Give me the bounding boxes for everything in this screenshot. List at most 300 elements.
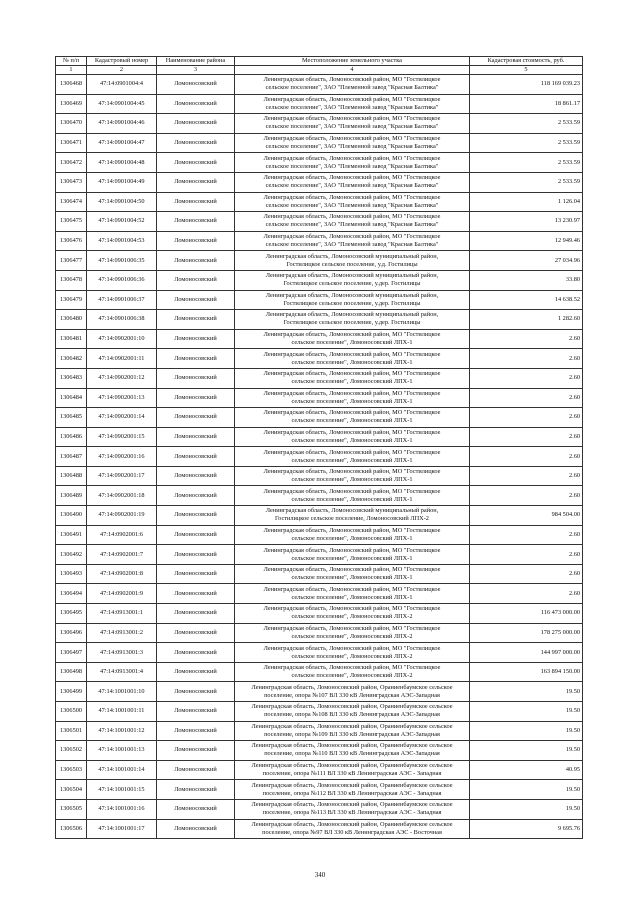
table-row (56, 760, 583, 780)
table-row (56, 662, 583, 682)
cadastral-number-cell: 47:14:0902001:12 (87, 368, 157, 388)
location-line: Ленинградская область, Ломоносовский район, МО "Гостилицкое (263, 95, 441, 103)
row-number-cell: 1306468 (56, 75, 87, 95)
location-line: Ленинградская область, Ломоносовский район, МО "Гостилицкое (263, 213, 441, 221)
cadastral-value-cell: 19.50 (470, 682, 583, 702)
cadastral-value-cell: 163 894 150.00 (470, 662, 583, 682)
location-cell (235, 329, 470, 349)
location-cell (235, 75, 470, 95)
location-cell (235, 212, 470, 232)
location-cell (235, 486, 470, 506)
location-line: поселение, опора №108 ВЛ 330 кВ Ленинградская АЭС-Западная (264, 711, 440, 719)
location-cell (235, 133, 470, 153)
district-cell: Ломоносовский (157, 192, 235, 212)
location-cell (235, 408, 470, 428)
location-line: сельское поселение", Ломоносовский ЛПХ-1 (291, 417, 413, 425)
table-row (56, 741, 583, 761)
district-cell: Ломоносовский (157, 525, 235, 545)
location-cell (235, 349, 470, 369)
table-row (56, 780, 583, 800)
location-cell (235, 388, 470, 408)
district-cell: Ломоносовский (157, 408, 235, 428)
location-line: Ленинградская область, Ломоносовский район, Ораниенбаумское сельское (251, 820, 453, 828)
table-row (56, 466, 583, 486)
location-line: Ленинградская область, Ломоносовский район, МО "Гостилицкое (263, 389, 441, 397)
location-line: сельское поселение", Ломоносовский ЛПХ-1 (291, 397, 413, 405)
location-cell (235, 231, 470, 251)
location-line: Ленинградская область, Ломоносовский район, МО "Гостилицкое (263, 331, 441, 339)
row-number-cell: 1306498 (56, 662, 87, 682)
district-cell: Ломоносовский (157, 486, 235, 506)
table-row (56, 212, 583, 232)
location-line: Ленинградская область, Ломоносовский район, МО "Гостилицкое (263, 644, 441, 652)
table-row (56, 525, 583, 545)
cadastral-number-cell: 47:14:1001001:14 (87, 760, 157, 780)
row-number-cell: 1306483 (56, 368, 87, 388)
cadastral-number-cell: 47:14:1001001:10 (87, 682, 157, 702)
cadastral-number-cell: 47:14:0902001:18 (87, 486, 157, 506)
table-row (56, 133, 583, 153)
table-row (56, 388, 583, 408)
cadastral-number-cell: 47:14:0901006:35 (87, 251, 157, 271)
cadastral-value-cell: 12 949.46 (470, 231, 583, 251)
location-cell (235, 192, 470, 212)
location-line: поселение, опора №110 ВЛ 330 кВ Ленинградская АЭС-Западная (264, 750, 440, 758)
table-row (56, 819, 583, 839)
location-line: сельское поселение", Ломоносовский ЛПХ-1 (291, 534, 413, 542)
column-number-cell: 4 (235, 66, 470, 75)
cadastral-number-cell: 47:14:1001001:12 (87, 721, 157, 741)
location-line: Ленинградская область, Ломоносовский район, МО "Гостилицкое (263, 448, 441, 456)
location-line: поселение, опора №109 ВЛ 330 кВ Ленинградская АЭС-Западная (264, 730, 440, 738)
location-line: Ленинградская область, Ломоносовский район, МО "Гостилицкое (263, 526, 441, 534)
location-cell (235, 584, 470, 604)
cadastral-value-cell: 116 473 000.00 (470, 604, 583, 624)
row-number-cell: 1306496 (56, 623, 87, 643)
cadastral-number-cell: 47:14:0901004:52 (87, 212, 157, 232)
location-line: Гостилицкое сельское поселение, у.дер. Гостилицы (283, 280, 421, 288)
district-cell: Ломоносовский (157, 427, 235, 447)
location-cell (235, 564, 470, 584)
row-number-cell: 1306499 (56, 682, 87, 702)
location-cell (235, 270, 470, 290)
table-row (56, 75, 583, 95)
cadastral-number-cell: 47:14:0902001:13 (87, 388, 157, 408)
table-row (56, 251, 583, 271)
location-line: Ленинградская область, Ломоносовский район, МО "Гостилицкое (263, 624, 441, 632)
location-cell (235, 662, 470, 682)
location-line: Ленинградская область, Ломоносовский район, Ораниенбаумское сельское (251, 801, 453, 809)
location-cell (235, 153, 470, 173)
row-number-cell: 1306469 (56, 94, 87, 114)
cadastral-number-cell: 47:14:0902001:6 (87, 525, 157, 545)
row-number-cell: 1306486 (56, 427, 87, 447)
location-cell (235, 251, 470, 271)
column-number-cell: 1 (56, 66, 87, 75)
district-cell: Ломоносовский (157, 702, 235, 722)
row-number-cell: 1306477 (56, 251, 87, 271)
cadastral-number-cell: 47:14:0902001:15 (87, 427, 157, 447)
location-line: Ленинградская область, Ломоносовский район, МО "Гостилицкое (263, 605, 441, 613)
cadastral-number-cell: 47:14:0902001:7 (87, 545, 157, 565)
table-row (56, 721, 583, 741)
district-cell: Ломоносовский (157, 780, 235, 800)
cadastral-value-cell: 2.60 (470, 486, 583, 506)
location-line: поселение, опора №107 ВЛ 330 кВ Ленинградская АЭС-Западная (264, 691, 440, 699)
location-cell (235, 643, 470, 663)
table-row (56, 643, 583, 663)
cadastral-value-cell: 14 638.52 (470, 290, 583, 310)
table-row (56, 447, 583, 467)
location-line: сельское поселение", Ломоносовский ЛПХ-1 (291, 593, 413, 601)
location-cell (235, 604, 470, 624)
cadastral-number-cell: 47:14:0913001:4 (87, 662, 157, 682)
location-line: Ленинградская область, Ломоносовский район, МО "Гостилицкое (263, 546, 441, 554)
row-number-cell: 1306478 (56, 270, 87, 290)
cadastral-value-cell: 33.80 (470, 270, 583, 290)
table-row (56, 192, 583, 212)
cadastral-number-cell: 47:14:0901006:36 (87, 270, 157, 290)
location-line: Ленинградская область, Ломоносовский район, Ораниенбаумское сельское (251, 781, 453, 789)
cadastral-number-cell: 47:14:1001001:16 (87, 799, 157, 819)
cadastral-value-cell: 2.60 (470, 329, 583, 349)
location-cell (235, 799, 470, 819)
location-line: Ленинградская область, Ломоносовский район, МО "Гостилицкое (263, 174, 441, 182)
district-cell: Ломоносовский (157, 388, 235, 408)
cadastral-value-cell: 2.60 (470, 408, 583, 428)
table-row (56, 270, 583, 290)
location-cell (235, 310, 470, 330)
district-cell: Ломоносовский (157, 270, 235, 290)
district-cell: Ломоносовский (157, 741, 235, 761)
location-line: сельское поселение", ЗАО "Племенной завод "Красная Балтика" (265, 221, 439, 229)
row-number-cell: 1306471 (56, 133, 87, 153)
cadastral-value-cell: 40.95 (470, 760, 583, 780)
cadastral-value-cell: 2.60 (470, 349, 583, 369)
district-cell: Ломоносовский (157, 760, 235, 780)
location-cell (235, 466, 470, 486)
cadastral-number-cell: 47:14:0913001:1 (87, 604, 157, 624)
district-cell: Ломоносовский (157, 231, 235, 251)
table-row (56, 702, 583, 722)
district-cell: Ломоносовский (157, 584, 235, 604)
table-row (56, 408, 583, 428)
location-line: сельское поселение", Ломоносовский ЛПХ-1 (291, 378, 413, 386)
cadastral-number-cell: 47:14:1001001:13 (87, 741, 157, 761)
header-cell-cadastral-number: Кадастровый номер (87, 57, 157, 66)
district-cell: Ломоносовский (157, 819, 235, 839)
district-cell: Ломоносовский (157, 604, 235, 624)
row-number-cell: 1306479 (56, 290, 87, 310)
location-line: Ленинградская область, Ломоносовский муниципальный район, (265, 291, 439, 299)
table-row (56, 172, 583, 192)
location-line: Гостилицкое сельское поселение, Ломоносовский ЛПХ-2 (275, 515, 429, 523)
row-number-cell: 1306492 (56, 545, 87, 565)
cadastral-value-cell: 118 169 039.23 (470, 75, 583, 95)
header-cell-district: Наименование района (157, 57, 235, 66)
cadastral-number-cell: 47:14:0902001:14 (87, 408, 157, 428)
district-cell: Ломоносовский (157, 368, 235, 388)
cadastral-value-cell: 2.60 (470, 466, 583, 486)
location-line: Ленинградская область, Ломоносовский район, Ораниенбаумское сельское (251, 742, 453, 750)
row-number-cell: 1306494 (56, 584, 87, 604)
district-cell: Ломоносовский (157, 94, 235, 114)
row-number-cell: 1306472 (56, 153, 87, 173)
cadastral-number-cell: 47:14:0902001:10 (87, 329, 157, 349)
location-cell (235, 427, 470, 447)
row-number-cell: 1306476 (56, 231, 87, 251)
table-body (56, 75, 583, 839)
table-row (56, 290, 583, 310)
location-line: Ленинградская область, Ломоносовский район, МО "Гостилицкое (263, 193, 441, 201)
location-line: сельское поселение", ЗАО "Племенной завод "Красная Балтика" (265, 103, 439, 111)
cadastral-number-cell: 47:14:0901004:4 (87, 75, 157, 95)
location-line: Ленинградская область, Ломоносовский район, МО "Гостилицкое (263, 468, 441, 476)
cadastral-value-cell: 2.60 (470, 388, 583, 408)
cadastral-number-cell: 47:14:0901004:48 (87, 153, 157, 173)
cadastral-number-cell: 47:14:0913001:2 (87, 623, 157, 643)
cadastral-number-cell: 47:14:0901006:37 (87, 290, 157, 310)
cadastral-value-cell: 19.50 (470, 799, 583, 819)
location-line: Ленинградская область, Ломоносовский район, Ораниенбаумское сельское (251, 703, 453, 711)
location-line: Ленинградская область, Ломоносовский район, МО "Гостилицкое (263, 115, 441, 123)
district-cell: Ломоносовский (157, 623, 235, 643)
cadastral-value-cell: 2.60 (470, 584, 583, 604)
location-cell (235, 545, 470, 565)
location-line: сельское поселение", Ломоносовский ЛПХ-1 (291, 574, 413, 582)
location-cell (235, 721, 470, 741)
row-number-cell: 1306480 (56, 310, 87, 330)
cadastral-number-cell: 47:14:0901004:46 (87, 114, 157, 134)
table-row (56, 799, 583, 819)
cadastral-value-cell: 27 034.96 (470, 251, 583, 271)
location-line: Ленинградская область, Ломоносовский район, МО "Гостилицкое (263, 370, 441, 378)
cadastral-number-cell: 47:14:1001001:15 (87, 780, 157, 800)
row-number-cell: 1306474 (56, 192, 87, 212)
location-line: сельское поселение", Ломоносовский ЛПХ-1 (291, 358, 413, 366)
cadastral-number-cell: 47:14:0913001:3 (87, 643, 157, 663)
location-line: сельское поселение", ЗАО "Племенной завод "Красная Балтика" (265, 123, 439, 131)
cadastral-number-cell: 47:14:1001001:17 (87, 819, 157, 839)
table-row (56, 94, 583, 114)
table-row (56, 486, 583, 506)
location-line: сельское поселение", Ломоносовский ЛПХ-1 (291, 495, 413, 503)
location-cell (235, 506, 470, 526)
row-number-cell: 1306482 (56, 349, 87, 369)
location-line: сельское поселение", ЗАО "Племенной завод "Красная Балтика" (265, 143, 439, 151)
table-row (56, 584, 583, 604)
location-line: сельское поселение", Ломоносовский ЛПХ-1 (291, 476, 413, 484)
cadastral-value-cell: 1 282.60 (470, 310, 583, 330)
district-cell: Ломоносовский (157, 329, 235, 349)
district-cell: Ломоносовский (157, 545, 235, 565)
location-line: Ленинградская область, Ломоносовский район, Ораниенбаумское сельское (251, 683, 453, 691)
column-number-cell: 3 (157, 66, 235, 75)
cadastral-number-cell: 47:14:0901004:53 (87, 231, 157, 251)
table-row (56, 329, 583, 349)
cadastral-number-cell: 47:14:0902001:11 (87, 349, 157, 369)
cadastral-value-cell: 19.50 (470, 702, 583, 722)
district-cell: Ломоносовский (157, 682, 235, 702)
district-cell: Ломоносовский (157, 643, 235, 663)
location-line: сельское поселение", Ломоносовский ЛПХ-2 (291, 672, 413, 680)
location-cell (235, 447, 470, 467)
district-cell: Ломоносовский (157, 290, 235, 310)
cadastral-number-cell: 47:14:0901004:45 (87, 94, 157, 114)
location-line: сельское поселение", ЗАО "Племенной завод "Красная Балтика" (265, 201, 439, 209)
location-line: Ленинградская область, Ломоносовский район, МО "Гостилицкое (263, 154, 441, 162)
location-line: Гостилицкое сельское поселение, у.дер. Гостилицы (283, 299, 421, 307)
district-cell: Ломоносовский (157, 212, 235, 232)
cadastral-value-cell: 144 997 000.00 (470, 643, 583, 663)
cadastral-value-cell: 2 533.59 (470, 172, 583, 192)
column-number-row (56, 66, 583, 75)
cadastral-number-cell: 47:14:0902001:17 (87, 466, 157, 486)
cadastral-number-cell: 47:14:0901006:38 (87, 310, 157, 330)
location-line: Гостилицкое сельское поселение, у.д. Гостилицы (286, 260, 418, 268)
location-line: Ленинградская область, Ломоносовский район, МО "Гостилицкое (263, 233, 441, 241)
district-cell: Ломоносовский (157, 133, 235, 153)
cadastral-value-cell: 2 533.59 (470, 133, 583, 153)
location-line: сельское поселение", Ломоносовский ЛПХ-1 (291, 456, 413, 464)
table-row (56, 349, 583, 369)
cadastral-value-cell: 2 533.59 (470, 114, 583, 134)
location-cell (235, 780, 470, 800)
column-number-cell: 5 (470, 66, 583, 75)
table-row (56, 564, 583, 584)
table-row (56, 153, 583, 173)
row-number-cell: 1306500 (56, 702, 87, 722)
cadastral-value-cell: 19.50 (470, 741, 583, 761)
cadastral-value-cell: 2.60 (470, 545, 583, 565)
location-line: сельское поселение", ЗАО "Племенной завод "Красная Балтика" (265, 84, 439, 92)
table-row (56, 545, 583, 565)
location-line: сельское поселение", ЗАО "Племенной завод "Красная Балтика" (265, 182, 439, 190)
location-line: Ленинградская область, Ломоносовский район, МО "Гостилицкое (263, 566, 441, 574)
location-cell (235, 760, 470, 780)
row-number-cell: 1306495 (56, 604, 87, 624)
cadastral-value-table (55, 56, 583, 839)
location-line: сельское поселение", Ломоносовский ЛПХ-2 (291, 632, 413, 640)
district-cell: Ломоносовский (157, 310, 235, 330)
district-cell: Ломоносовский (157, 153, 235, 173)
row-number-cell: 1306485 (56, 408, 87, 428)
row-number-cell: 1306501 (56, 721, 87, 741)
cadastral-value-cell: 2.60 (470, 427, 583, 447)
location-line: Ленинградская область, Ломоносовский район, МО "Гостилицкое (263, 350, 441, 358)
cadastral-value-cell: 18 861.17 (470, 94, 583, 114)
cadastral-number-cell: 47:14:0902001:8 (87, 564, 157, 584)
location-line: сельское поселение", ЗАО "Племенной завод "Красная Балтика" (265, 241, 439, 249)
row-number-cell: 1306490 (56, 506, 87, 526)
cadastral-number-cell: 47:14:0901004:47 (87, 133, 157, 153)
row-number-cell: 1306484 (56, 388, 87, 408)
cadastral-value-cell: 19.50 (470, 780, 583, 800)
row-number-cell: 1306493 (56, 564, 87, 584)
district-cell: Ломоносовский (157, 349, 235, 369)
table-row (56, 682, 583, 702)
district-cell: Ломоносовский (157, 721, 235, 741)
location-cell (235, 702, 470, 722)
row-number-cell: 1306504 (56, 780, 87, 800)
row-number-cell: 1306497 (56, 643, 87, 663)
table-row (56, 427, 583, 447)
cadastral-number-cell: 47:14:0901004:49 (87, 172, 157, 192)
header-row (56, 57, 583, 66)
cadastral-number-cell: 47:14:0902001:16 (87, 447, 157, 467)
district-cell: Ломоносовский (157, 447, 235, 467)
location-line: Ленинградская область, Ломоносовский муниципальный район, (265, 507, 439, 515)
location-cell (235, 290, 470, 310)
row-number-cell: 1306487 (56, 447, 87, 467)
cadastral-value-cell: 2.60 (470, 564, 583, 584)
cadastral-number-cell: 47:14:1001001:11 (87, 702, 157, 722)
cadastral-number-cell: 47:14:0902001:9 (87, 584, 157, 604)
header-cell-number: № п/п (56, 57, 87, 66)
cadastral-number-cell: 47:14:0901004:50 (87, 192, 157, 212)
location-line: Ленинградская область, Ломоносовский район, Ораниенбаумское сельское (251, 762, 453, 770)
cadastral-value-cell: 2 533.59 (470, 153, 583, 173)
cadastral-value-cell: 1 126.04 (470, 192, 583, 212)
row-number-cell: 1306503 (56, 760, 87, 780)
location-line: Ленинградская область, Ломоносовский муниципальный район, (265, 272, 439, 280)
cadastral-value-cell: 984 504.00 (470, 506, 583, 526)
location-line: сельское поселение", Ломоносовский ЛПХ-1 (291, 339, 413, 347)
location-line: поселение, опора №113 ВЛ 330 кВ Ленинградская АЭС - Западная (262, 809, 442, 817)
district-cell: Ломоносовский (157, 564, 235, 584)
district-cell: Ломоносовский (157, 799, 235, 819)
location-line: Ленинградская область, Ломоносовский район, МО "Гостилицкое (263, 409, 441, 417)
location-line: Ленинградская область, Ломоносовский район, МО "Гостилицкое (263, 428, 441, 436)
district-cell: Ломоносовский (157, 662, 235, 682)
location-line: сельское поселение", ЗАО "Племенной завод "Красная Балтика" (265, 162, 439, 170)
location-cell (235, 525, 470, 545)
table-row (56, 114, 583, 134)
cadastral-value-cell: 178 275 000.00 (470, 623, 583, 643)
location-line: Гостилицкое сельское поселение, у.дер. Гостилицы (283, 319, 421, 327)
location-line: поселение, опора №111 ВЛ 330 кВ Ленинградская АЭС - Западная (262, 770, 442, 778)
column-number-cell: 2 (87, 66, 157, 75)
header-cell-location: Местоположение земельного участка (235, 57, 470, 66)
table-row (56, 368, 583, 388)
cadastral-value-cell: 9 695.76 (470, 819, 583, 839)
row-number-cell: 1306481 (56, 329, 87, 349)
row-number-cell: 1306491 (56, 525, 87, 545)
location-line: Ленинградская область, Ломоносовский район, МО "Гостилицкое (263, 487, 441, 495)
table-row (56, 506, 583, 526)
location-cell (235, 94, 470, 114)
location-line: сельское поселение", Ломоносовский ЛПХ-2 (291, 613, 413, 621)
location-line: Ленинградская область, Ломоносовский муниципальный район, (265, 252, 439, 260)
location-line: сельское поселение", Ломоносовский ЛПХ-2 (291, 652, 413, 660)
location-line: поселение, опора №112 ВЛ 330 кВ Ленинградская АЭС - Западная (262, 789, 442, 797)
location-line: сельское поселение", Ломоносовский ЛПХ-1 (291, 554, 413, 562)
district-cell: Ломоносовский (157, 172, 235, 192)
row-number-cell: 1306470 (56, 114, 87, 134)
district-cell: Ломоносовский (157, 506, 235, 526)
row-number-cell: 1306506 (56, 819, 87, 839)
row-number-cell: 1306488 (56, 466, 87, 486)
district-cell: Ломоносовский (157, 466, 235, 486)
district-cell: Ломоносовский (157, 114, 235, 134)
row-number-cell: 1306475 (56, 212, 87, 232)
cadastral-value-cell: 13 230.97 (470, 212, 583, 232)
cadastral-value-cell: 2.60 (470, 447, 583, 467)
location-line: поселение, опора №97 ВЛ 330 кВ Ленинградская АЭС - Восточная (262, 828, 442, 836)
table-row (56, 623, 583, 643)
table-row (56, 310, 583, 330)
location-cell (235, 368, 470, 388)
